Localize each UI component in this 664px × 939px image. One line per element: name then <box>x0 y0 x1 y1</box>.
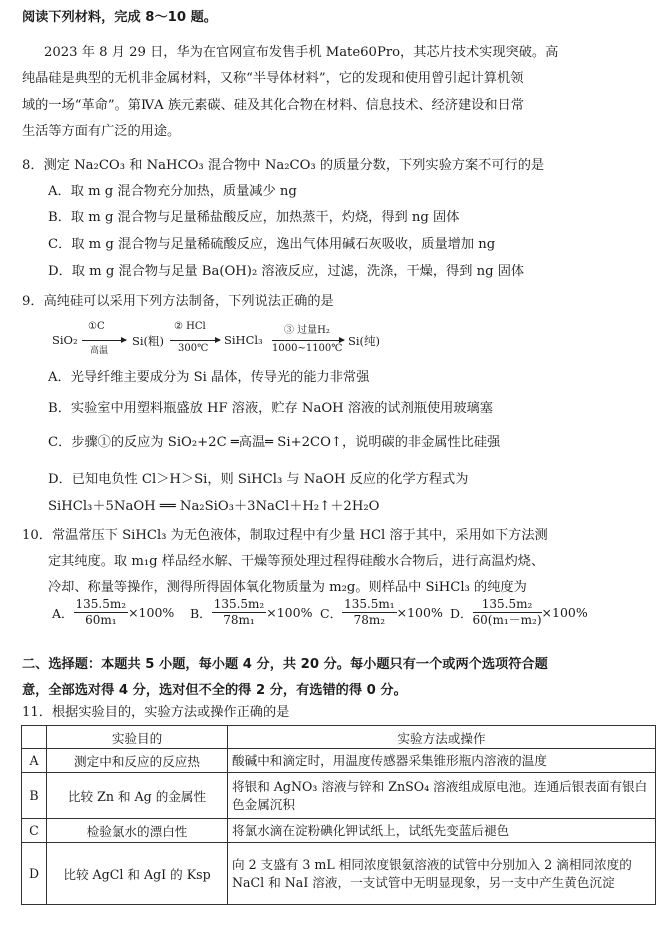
row-key: A <box>22 749 47 773</box>
section2-line: 二、选择题：本题共 5 小题，每小题 4 分，共 20 分。每小题只有一个或两个选项符合题 <box>22 657 548 672</box>
row-key: D <box>22 843 47 905</box>
fraction-numerator: 135.5m₂ <box>75 597 127 611</box>
table-header-cell: 实验目的 <box>47 726 228 749</box>
q11-stem: 11．根据实验目的，实验方法或操作正确的是 <box>22 705 290 720</box>
passage-heading: 阅读下列材料，完成 8～10 题。 <box>22 10 217 25</box>
q10-option-c <box>320 597 443 628</box>
q8-stem: 8．测定 Na₂CO₃ 和 NaHCO₃ 混合物中 Na₂CO₃ 的质量分数，下列实验方案不可行的是 <box>22 158 545 173</box>
table-row <box>22 843 656 905</box>
row-key: C <box>22 819 47 843</box>
row-key: B <box>22 773 47 819</box>
fraction-numerator: 135.5m₂ <box>473 597 542 613</box>
fraction-denominator: 60(m₁－m₂) <box>472 613 542 627</box>
step2-reagent: ② HCl <box>174 321 206 332</box>
q8-option-d: D．取 m g 混合物与足量 Ba(OH)₂ 溶液反应，过滤，洗涤，干燥，得到 ng 固体 <box>48 264 525 279</box>
q10-stem-line: 10．常温常压下 SiHCl₃ 为无色液体，制取过程中有少量 HCl 溶于其中，采用如下方法测 <box>22 528 548 543</box>
row-purpose: 检验氯水的漂白性 <box>47 819 228 843</box>
table-row <box>22 773 656 819</box>
fraction-denominator: 60m₁ <box>85 613 117 627</box>
q9-option-b: B．实验室中用塑料瓶盛放 HF 溶液，贮存 NaOH 溶液的试剂瓶使用玻璃塞 <box>48 401 493 416</box>
row-method: 酸碱中和滴定时，用温度传感器采集锥形瓶内溶液的温度 <box>228 749 656 773</box>
option-label: A． <box>52 605 74 621</box>
option-label: C． <box>320 605 343 621</box>
row-purpose: 比较 AgCl 和 AgI 的 Ksp <box>47 843 228 905</box>
fraction-denominator: 78m₂ <box>353 613 386 627</box>
row-method: 将银和 AgNO₃ 溶液与锌和 ZnSO₄ 溶液组成原电池。连通后银表面有银白色金属沉积 <box>228 773 656 819</box>
table-row <box>22 819 656 843</box>
q10-option-a <box>52 597 174 628</box>
intermediate-sihcl3: SiHCl₃ <box>224 333 263 347</box>
step1-reagent: ①C <box>88 321 105 332</box>
reaction-arrow-3 <box>272 340 344 341</box>
option-suffix: ×100% <box>541 605 588 620</box>
fraction-numerator: 135.5m₁ <box>344 597 395 611</box>
option-label: B． <box>190 605 212 621</box>
q9-equation: SiHCl₃＋5NaOH ══ Na₂SiO₃＋3NaCl＋H₂↑＋2H₂O <box>48 499 380 514</box>
fraction <box>212 597 267 628</box>
row-method: 将氯水滴在淀粉碘化钾试纸上，试纸先变蓝后褪色 <box>228 819 656 843</box>
q11-table <box>21 725 656 905</box>
option-suffix: ×100% <box>396 605 443 620</box>
fraction <box>342 597 397 628</box>
step3-reagent: ③ 过量H₂ <box>284 325 330 336</box>
fraction-denominator: 78m₁ <box>223 613 255 627</box>
reaction-arrow-2 <box>170 340 220 341</box>
row-method: 向 2 支盛有 3 mL 相同浓度银氨溶液的试管中分别加入 2 滴相同浓度的 NaCl 和 NaI 溶液，一支试管中无明显现象，另一支中产生黄色沉淀 <box>228 843 656 905</box>
reaction-arrow-1 <box>82 340 126 341</box>
product-si-pure: Si(纯) <box>348 334 381 348</box>
q9-option-a: A．光导纤维主要成分为 Si 晶体，传导光的能力非常强 <box>48 370 370 385</box>
q8-option-b: B．取 m g 混合物与足量稀盐酸反应，加热蒸干，灼烧，得到 ng 固体 <box>48 210 460 225</box>
step3-condition: 1000~1100℃ <box>272 343 343 354</box>
passage-line: 生活等方面有广泛的用途。 <box>22 124 181 139</box>
q10-options <box>52 597 652 641</box>
reaction-scheme <box>52 321 612 357</box>
step1-condition: 高温 <box>90 346 109 356</box>
passage-line: 纯晶硅是典型的无机非金属材料，又称“半导体材料”，它的发现和使用曾引起计算机领 <box>22 71 524 86</box>
fraction <box>74 597 129 628</box>
table-header-cell <box>22 726 47 749</box>
passage-line: 域的一场“革命”。第ⅣA 族元素碳、硅及其化合物在材料、信息技术、经济建设和日常 <box>22 98 524 113</box>
q10-option-b <box>190 597 312 628</box>
q8-option-a: A．取 m g 混合物充分加热，质量减少 ng <box>48 184 297 199</box>
product-si-crude: Si(粗) <box>132 334 165 348</box>
q8-option-c: C．取 m g 混合物与足量稀硫酸反应，逸出气体用碱石灰吸收，质量增加 ng <box>48 237 496 252</box>
q10-stem-line: 定其纯度。取 m₁g 样品经水解、干燥等预处理过程得硅酸水合物后，进行高温灼烧、 <box>48 554 545 569</box>
passage-line: 2023 年 8 月 29 日，华为在官网宣布发售手机 Mate60Pro，其芯片技术实现突破。高 <box>44 45 559 60</box>
q9-option-d: D．已知电负性 Cl＞H＞Si，则 SiHCl₃ 与 NaOH 反应的化学方程式为 <box>48 472 469 487</box>
row-purpose: 比较 Zn 和 Ag 的金属性 <box>47 773 228 819</box>
option-suffix: ×100% <box>128 605 175 620</box>
row-purpose: 测定中和反应的反应热 <box>47 749 228 773</box>
section2-line: 意，全部选对得 4 分，选对但不全的得 2 分，有选错的得 0 分。 <box>22 683 407 698</box>
step2-condition: 300℃ <box>178 343 209 354</box>
q10-stem-line: 冷却、称量等操作，测得所得固体氧化物质量为 m₂g。则样品中 SiHCl₃ 的纯度为 <box>48 580 527 595</box>
q10-option-d <box>450 597 588 628</box>
q9-option-c: C．步骤①的反应为 SiO₂+2C ═高温═ Si+2CO↑，说明碳的非金属性比硅强 <box>48 435 501 450</box>
fraction <box>473 597 542 628</box>
option-suffix: ×100% <box>266 605 313 620</box>
table-row <box>22 749 656 773</box>
reactant-sio2: SiO₂ <box>52 333 78 347</box>
option-label: D． <box>450 605 473 621</box>
table-header-cell: 实验方法或操作 <box>228 726 656 749</box>
fraction-numerator: 135.5m₂ <box>213 597 265 611</box>
table-header-row <box>22 726 656 749</box>
q9-stem: 9．高纯硅可以采用下列方法制备，下列说法正确的是 <box>22 294 334 309</box>
